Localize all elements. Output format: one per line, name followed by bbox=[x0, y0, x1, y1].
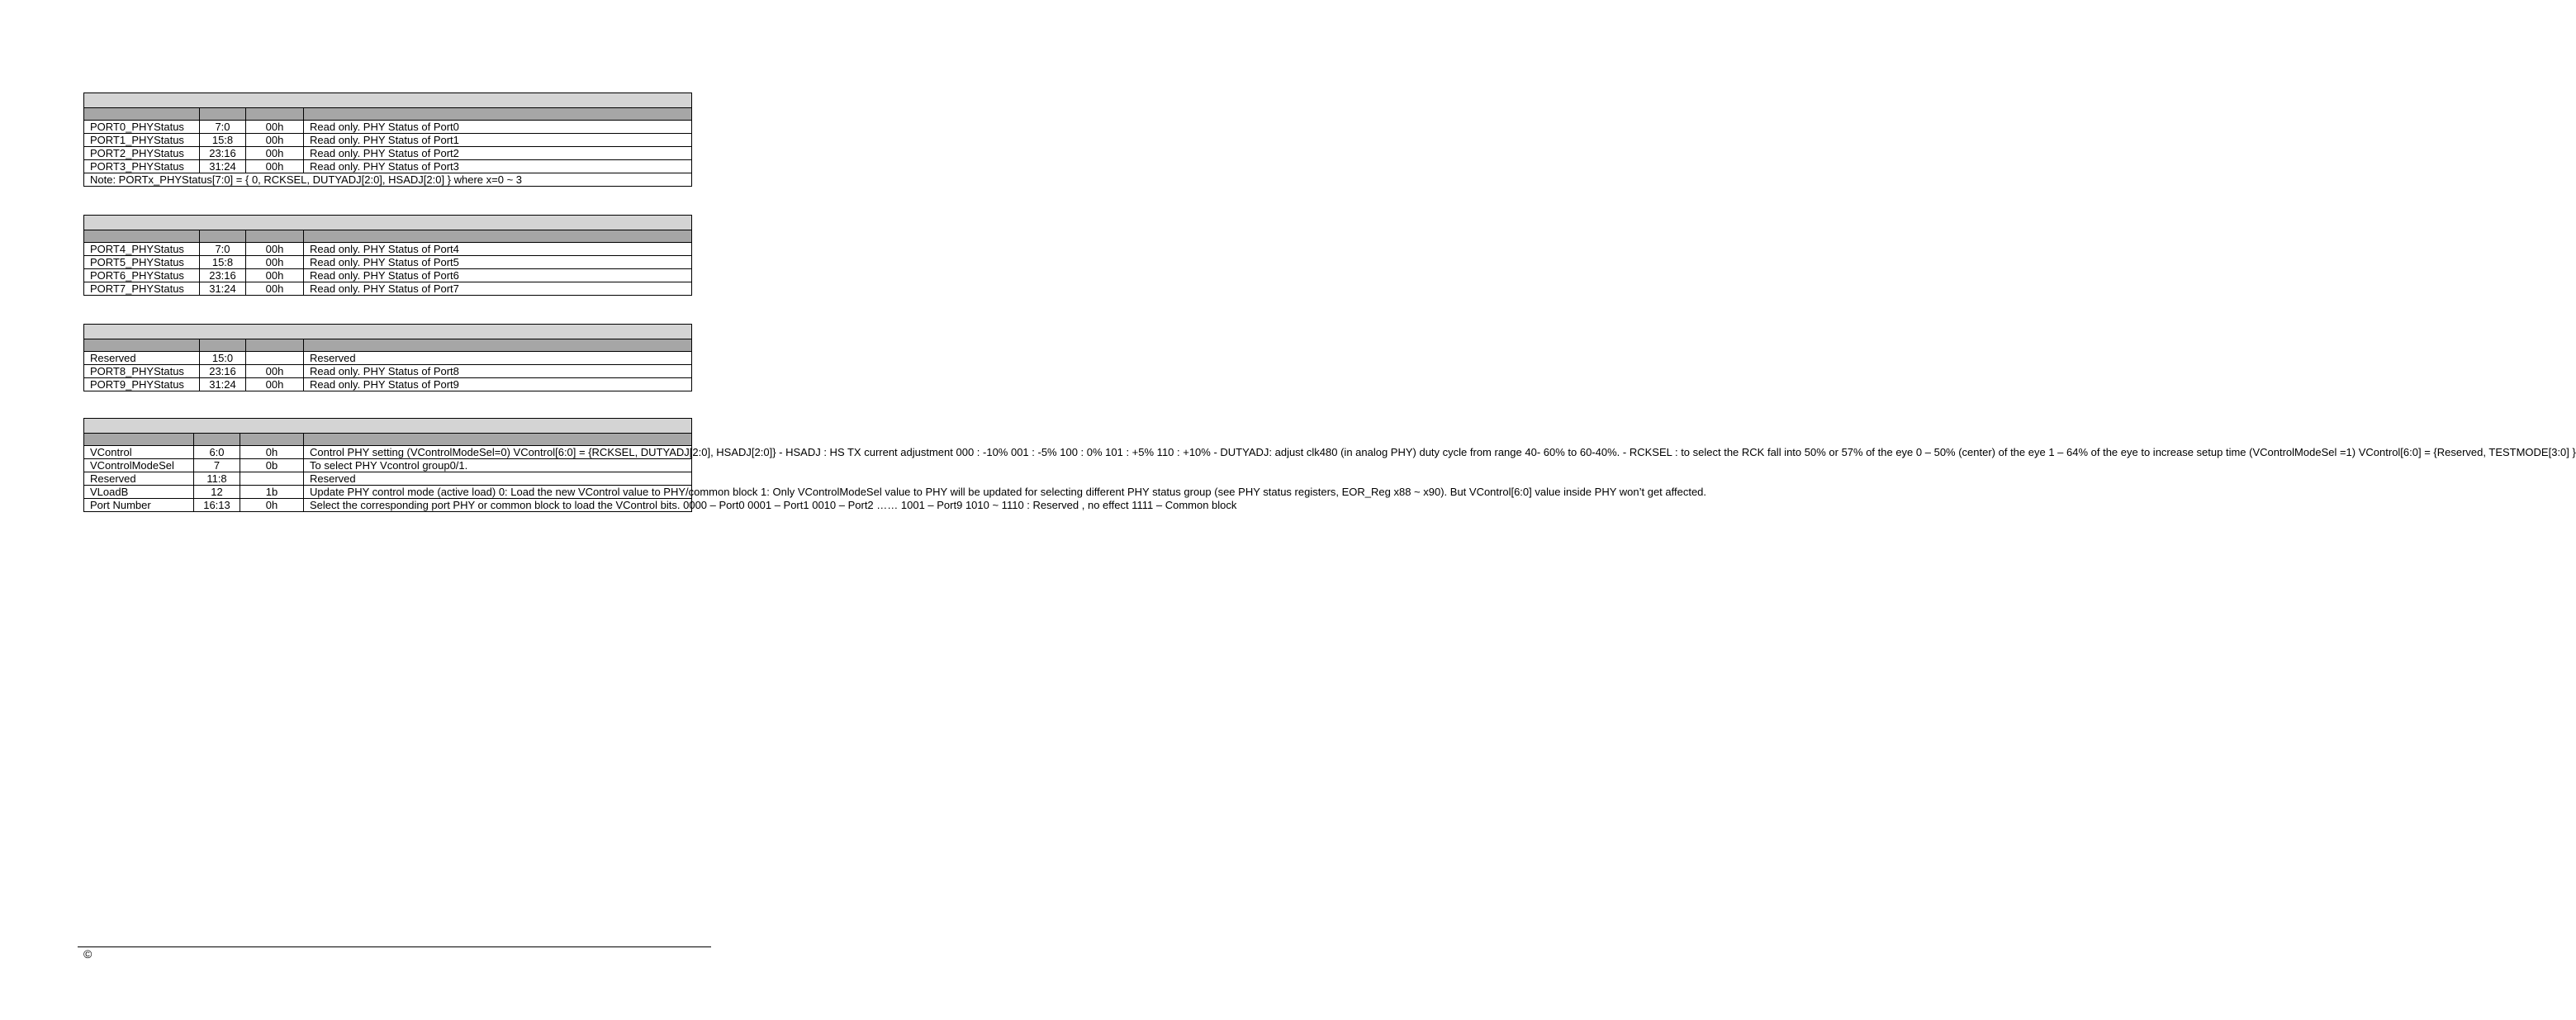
field-description: Reserved bbox=[304, 472, 692, 486]
field-name: PORT3_PHYStatus bbox=[84, 160, 200, 173]
table-row bbox=[84, 446, 692, 459]
field-default: 0h bbox=[240, 499, 304, 512]
field-bits: 23:16 bbox=[200, 147, 246, 160]
field-name: PORT4_PHYStatus bbox=[84, 243, 200, 256]
field-bits: 11:8 bbox=[194, 472, 240, 486]
field-name: PORT8_PHYStatus bbox=[84, 365, 200, 378]
field-bits: 31:24 bbox=[200, 282, 246, 296]
field-description: Select the corresponding port PHY or common block to load the VControl bits. 0000 – Port0 0001 – Port1 0010 – Port2 …… 1001 – Port9 1010 ~ 1110 : Reserved , no effect 1111 – Common block bbox=[304, 499, 692, 512]
field-description: Read only. PHY Status of Port5 bbox=[304, 256, 692, 269]
field-description: Read only. PHY Status of Port9 bbox=[304, 378, 692, 391]
field-description: Read only. PHY Status of Port0 bbox=[304, 121, 692, 134]
table-row bbox=[84, 365, 692, 378]
table-header-row bbox=[84, 434, 692, 446]
table-row bbox=[84, 269, 692, 282]
table-header-row bbox=[84, 230, 692, 243]
field-name: PORT0_PHYStatus bbox=[84, 121, 200, 134]
field-description: Read only. PHY Status of Port1 bbox=[304, 134, 692, 147]
table-row bbox=[84, 352, 692, 365]
table-row bbox=[84, 243, 692, 256]
table-row bbox=[84, 256, 692, 269]
port0-3-phystatus-table bbox=[83, 93, 692, 187]
field-default: 00h bbox=[246, 282, 304, 296]
field-description: Update PHY control mode (active load) 0: Load the new VControl value to PHY/common block 1: Only VControlModeSel value to PHY will be updated for selecting different PHY status group (see PHY status registers, EOR_Reg x88 ~ x90). But VControl[6:0] value inside PHY won’t get affected. bbox=[304, 486, 692, 499]
table-row bbox=[84, 160, 692, 173]
vcontrol-register-table bbox=[83, 418, 2576, 512]
field-bits: 23:16 bbox=[200, 269, 246, 282]
field-name: PORT6_PHYStatus bbox=[84, 269, 200, 282]
field-description: Reserved bbox=[304, 352, 692, 365]
table-row bbox=[84, 282, 692, 296]
table-note-row bbox=[84, 173, 692, 187]
field-bits: 7:0 bbox=[200, 243, 246, 256]
table-title-row bbox=[84, 93, 692, 108]
field-default: 00h bbox=[246, 243, 304, 256]
table-header-row bbox=[84, 108, 692, 121]
field-name: VControlModeSel bbox=[84, 459, 194, 472]
port8-9-phystatus-table bbox=[83, 324, 692, 391]
table-row bbox=[84, 459, 692, 472]
field-name: VControl bbox=[84, 446, 194, 459]
field-name: PORT5_PHYStatus bbox=[84, 256, 200, 269]
field-default bbox=[240, 472, 304, 486]
field-description: Control PHY setting (VControlModeSel=0) VControl[6:0] = {RCKSEL, DUTYADJ[2:0], HSADJ[2:0]} - HSADJ : HS TX current adjustment 000 : -10% 001 : -5% 100 : 0% 101 : +5% 110 : +10% - DUTYADJ: adjust clk480 (in analog PHY) duty cycle from range 40- 60% to 60-40%. - RCKSEL : to select the RCK fall into 50% or 57% of the eye 0 – 50% (center) of the eye 1 – 64% of the eye to increase setup time (VControlModeSel =1) VControl[6:0] = {Reserved, TESTMODE[3:0] } bbox=[304, 446, 692, 459]
field-bits: 6:0 bbox=[194, 446, 240, 459]
table-row bbox=[84, 499, 692, 512]
field-bits: 15:0 bbox=[200, 352, 246, 365]
field-default: 00h bbox=[246, 256, 304, 269]
field-default: 00h bbox=[246, 365, 304, 378]
table-row bbox=[84, 121, 692, 134]
field-default: 00h bbox=[246, 121, 304, 134]
field-default: 00h bbox=[246, 134, 304, 147]
field-bits: 12 bbox=[194, 486, 240, 499]
field-name: PORT9_PHYStatus bbox=[84, 378, 200, 391]
table-title-row bbox=[84, 216, 692, 230]
field-bits: 31:24 bbox=[200, 378, 246, 391]
table-row bbox=[84, 147, 692, 160]
field-name: VLoadB bbox=[84, 486, 194, 499]
field-bits: 31:24 bbox=[200, 160, 246, 173]
field-name: Reserved bbox=[84, 352, 200, 365]
field-default: 00h bbox=[246, 147, 304, 160]
field-bits: 16:13 bbox=[194, 499, 240, 512]
table-header-row bbox=[84, 339, 692, 352]
table-row bbox=[84, 472, 692, 486]
field-default: 0h bbox=[240, 446, 304, 459]
field-bits: 15:8 bbox=[200, 256, 246, 269]
field-name: PORT7_PHYStatus bbox=[84, 282, 200, 296]
table-row bbox=[84, 134, 692, 147]
field-description: Read only. PHY Status of Port2 bbox=[304, 147, 692, 160]
table-title-row bbox=[84, 419, 692, 434]
field-default: 0b bbox=[240, 459, 304, 472]
field-bits: 7:0 bbox=[200, 121, 246, 134]
field-name: Port Number bbox=[84, 499, 194, 512]
footer-divider bbox=[78, 946, 711, 947]
field-default bbox=[246, 352, 304, 365]
field-bits: 23:16 bbox=[200, 365, 246, 378]
field-default: 00h bbox=[246, 378, 304, 391]
table-row bbox=[84, 378, 692, 391]
field-description: To select PHY Vcontrol group0/1. bbox=[304, 459, 692, 472]
table-title-row bbox=[84, 325, 692, 339]
field-default: 00h bbox=[246, 269, 304, 282]
field-name: PORT2_PHYStatus bbox=[84, 147, 200, 160]
table-note: Note: PORTx_PHYStatus[7:0] = { 0, RCKSEL, DUTYADJ[2:0], HSADJ[2:0] } where x=0 ~ 3 bbox=[84, 173, 692, 187]
field-default: 00h bbox=[246, 160, 304, 173]
field-name: Reserved bbox=[84, 472, 194, 486]
field-description: Read only. PHY Status of Port7 bbox=[304, 282, 692, 296]
copyright-symbol: © bbox=[83, 947, 93, 961]
field-description: Read only. PHY Status of Port8 bbox=[304, 365, 692, 378]
field-default: 1b bbox=[240, 486, 304, 499]
field-description: Read only. PHY Status of Port6 bbox=[304, 269, 692, 282]
field-description: Read only. PHY Status of Port4 bbox=[304, 243, 692, 256]
table-row bbox=[84, 486, 692, 499]
port4-7-phystatus-table bbox=[83, 215, 692, 296]
field-description: Read only. PHY Status of Port3 bbox=[304, 160, 692, 173]
field-name: PORT1_PHYStatus bbox=[84, 134, 200, 147]
field-bits: 15:8 bbox=[200, 134, 246, 147]
field-bits: 7 bbox=[194, 459, 240, 472]
